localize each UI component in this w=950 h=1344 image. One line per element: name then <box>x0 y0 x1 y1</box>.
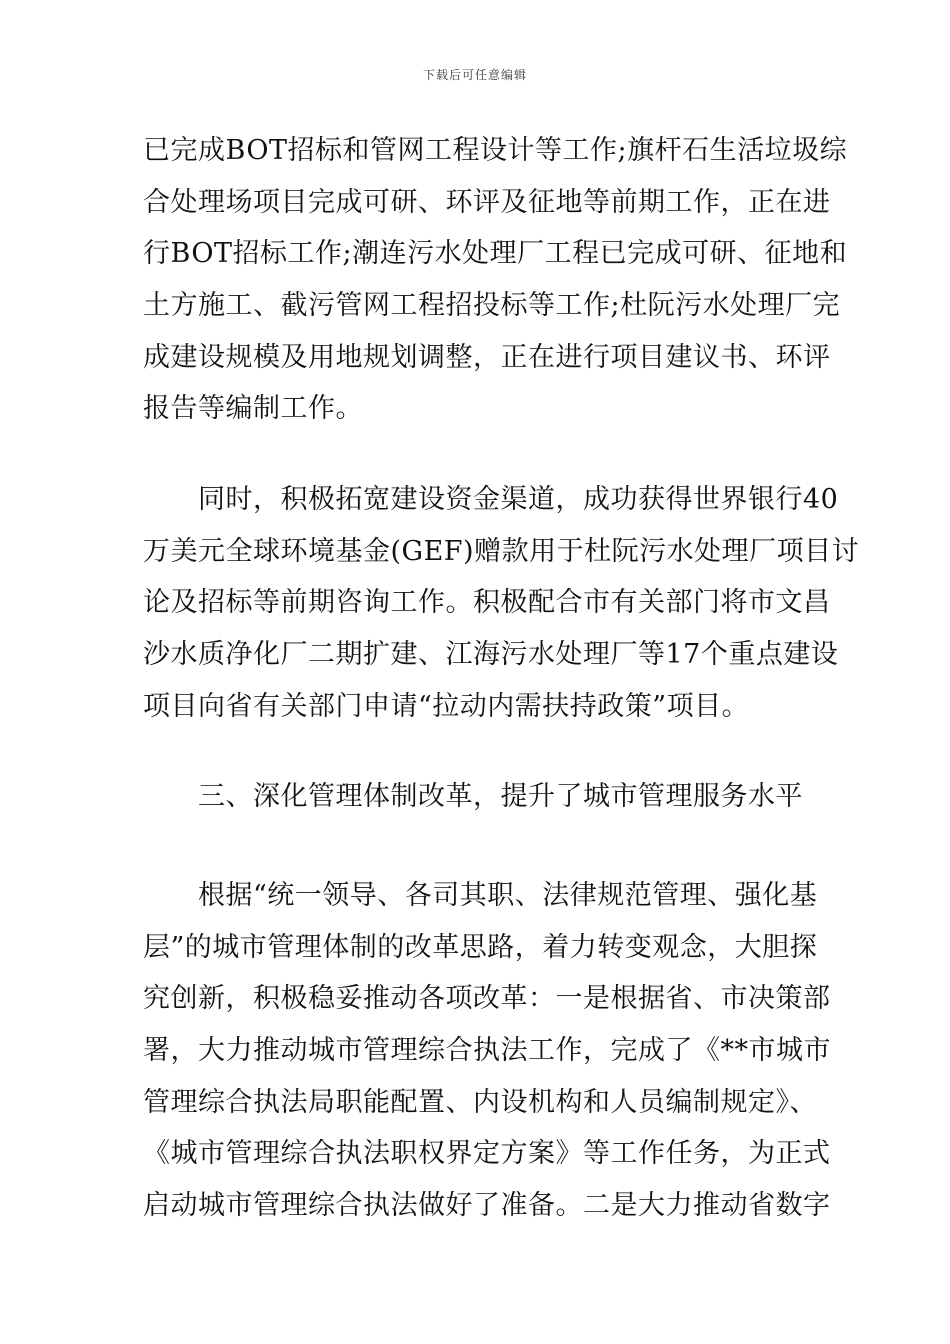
text-line: 项目向省有关部门申请“拉动内需扶持政策”项目。 <box>143 690 750 722</box>
text-line: 成建设规模及用地规划调整，正在进行项目建议书、环评 <box>143 341 831 373</box>
paragraph-funding <box>143 474 860 732</box>
text-line: 论及招标等前期咨询工作。积极配合市有关部门将市文昌 <box>143 587 831 619</box>
paragraph-reform <box>143 870 831 1232</box>
text-line: 万美元全球环境基金(GEF)赠款用于杜阮污水处理厂项目讨 <box>143 535 860 567</box>
text-line: 究创新，积极稳妥推动各项改革：一是根据省、市决策部 <box>143 983 831 1015</box>
text-line: 土方施工、截污管网工程招投标等工作;杜阮污水处理厂完 <box>143 290 841 322</box>
text-line: 报告等编制工作。 <box>143 393 363 425</box>
text-line: 层”的城市管理体制的改革思路，着力转变观念，大胆探 <box>143 931 818 963</box>
text-line: 启动城市管理综合执法做好了准备。二是大力推动省数字 <box>143 1190 831 1222</box>
page-header: 下载后可任意编辑 <box>422 68 527 82</box>
text-line: 沙水质净化厂二期扩建、江海污水处理厂等17个重点建设 <box>143 639 839 671</box>
text-line: 管理综合执法局职能配置、内设机构和人员编制规定》、 <box>143 1086 817 1118</box>
text-line: 合处理场项目完成可研、环评及征地等前期工作，正在进 <box>143 186 831 218</box>
text-line: 已完成BOT招标和管网工程设计等工作;旗杆石生活垃圾综 <box>143 135 848 166</box>
text-line: 行BOT招标工作;潮连污水处理厂工程已完成可研、征地和 <box>143 238 848 270</box>
section-heading <box>143 771 809 823</box>
text-line: 《城市管理综合执法职权界定方案》等工作任务，为正式 <box>143 1138 831 1170</box>
paragraph-project-progress <box>143 125 848 435</box>
section-heading-text: 三、深化管理体制改革，提升了城市管理服务水平 <box>143 781 803 812</box>
text-line: 署，大力推动城市管理综合执法工作，完成了《**市城市 <box>143 1035 831 1067</box>
text-line: 根据“统一领导、各司其职、法律规范管理、强化基 <box>143 880 818 911</box>
text-line: 同时，积极拓宽建设资金渠道，成功获得世界银行40 <box>143 484 839 515</box>
